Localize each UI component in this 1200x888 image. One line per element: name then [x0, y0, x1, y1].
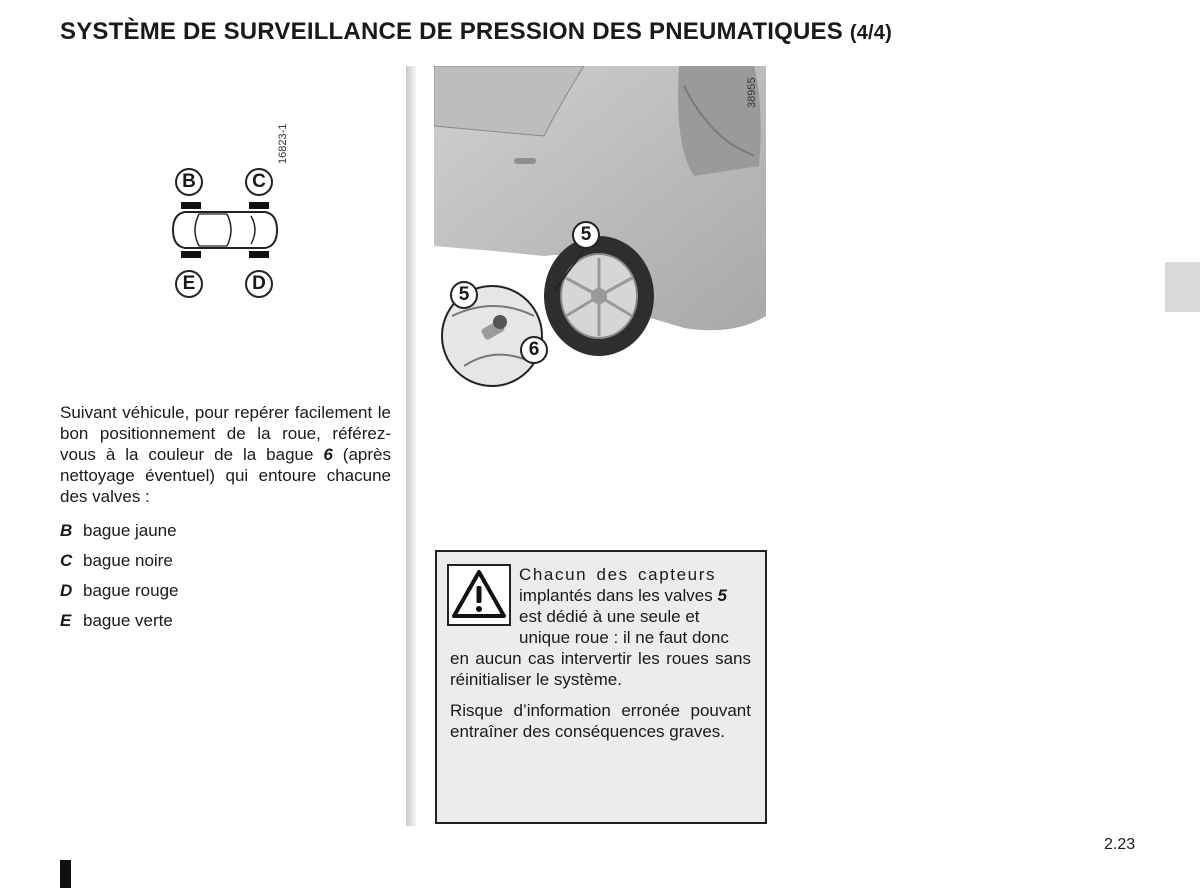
legend-item — [60, 546, 178, 576]
page-title-suffix: (4/4) — [849, 22, 892, 44]
warning-line-2: implantés dans les valves 5 — [519, 586, 727, 605]
ring-color-legend — [60, 516, 178, 636]
warning-line-3: est dédié à une seule et — [519, 607, 700, 626]
legend-text: bague rouge — [83, 581, 179, 600]
legend-item — [60, 516, 178, 546]
callout-valve-top: 5 — [572, 221, 600, 249]
wheel-label-rear-right: D — [245, 270, 273, 298]
intro-ref: 6 — [323, 445, 333, 464]
corner-mark — [60, 860, 71, 888]
intro-text-2: (après nettoyage éventuel) qui entoure chacune des valves : — [60, 445, 391, 506]
callout-valve-zoom: 5 — [450, 281, 478, 309]
legend-key: C — [60, 551, 73, 570]
warning-ref: 5 — [717, 586, 727, 605]
wheel-label-rear-left: E — [175, 270, 203, 298]
warning-line-4: unique roue : il ne faut donc — [519, 628, 729, 647]
car-wheel-photo — [434, 66, 766, 392]
callout-ring: 6 — [520, 336, 548, 364]
car-top-view-icon — [165, 200, 285, 260]
car-rear-illustration — [434, 66, 766, 392]
photo-code: 38955 — [746, 77, 758, 108]
warning-text — [450, 564, 751, 752]
figure-code: 16823-1 — [277, 123, 289, 164]
car-top-view-figure — [165, 120, 305, 310]
legend-key: E — [60, 611, 72, 630]
page-title — [60, 18, 892, 46]
legend-key: B — [60, 521, 73, 540]
section-tab — [1165, 262, 1200, 312]
column-divider — [406, 66, 416, 826]
page-number: 2.23 — [1104, 836, 1136, 853]
legend-text: bague verte — [83, 611, 173, 630]
warning-line-rest: en aucun cas intervertir les roues sans réinitialiser le système. — [450, 649, 751, 689]
warning-paragraph-2: Risque d’information erronée pouvant entraîner des conséquences graves. — [450, 701, 751, 741]
legend-item — [60, 576, 178, 606]
wheel-label-front-right: C — [245, 168, 273, 196]
page-title-text: SYSTÈME DE SURVEILLANCE DE PRESSION DES PNEUMATIQUES — [60, 18, 843, 45]
legend-text: bague jaune — [83, 521, 177, 540]
legend-item — [60, 606, 178, 636]
warning-line-1: Chacun des capteurs — [519, 565, 717, 584]
wheel-label-front-left: B — [175, 168, 203, 196]
warning-box — [435, 550, 767, 824]
intro-text-1: Suivant véhicule, pour repérer facilement le bon positionnement de la roue, référez-vous à la couleur de la bague — [60, 403, 391, 464]
legend-key: D — [60, 581, 73, 600]
legend-text: bague noire — [83, 551, 173, 570]
intro-paragraph — [60, 402, 391, 507]
